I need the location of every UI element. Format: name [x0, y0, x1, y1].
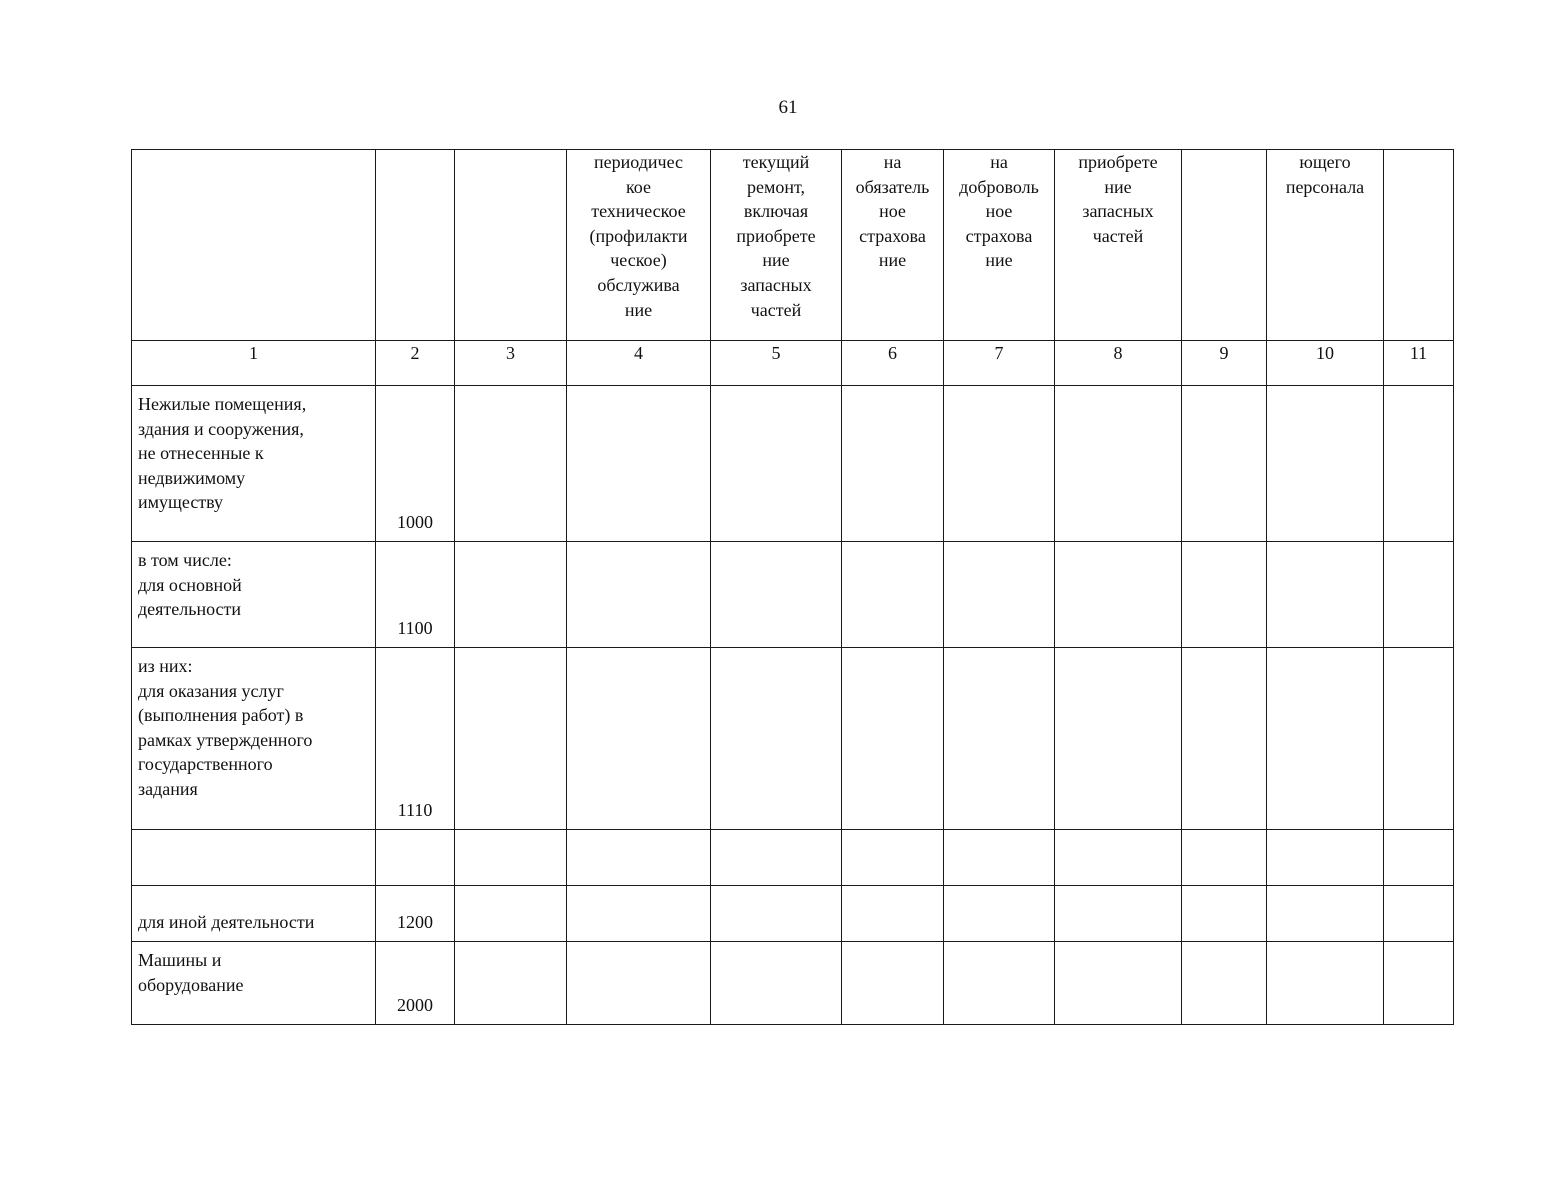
table-cell	[455, 830, 567, 886]
table-cell	[1267, 542, 1384, 648]
header-cell-5: текущий ремонт, включая приобрете ние запасных частей	[711, 150, 842, 341]
table-row	[132, 886, 1454, 942]
row-code: 1000	[376, 386, 455, 542]
table-cell	[1182, 830, 1267, 886]
header-cell-10: ющего персонала	[1267, 150, 1384, 341]
row-label: Нежилые помещения, здания и сооружения, не отнесенные к недвижимому имуществу	[132, 386, 376, 542]
table-cell	[1055, 648, 1182, 830]
table-cell	[1384, 648, 1454, 830]
row-code	[376, 830, 455, 886]
column-number: 6	[842, 341, 944, 386]
row-label: в том числе: для основной деятельности	[132, 542, 376, 648]
table-cell	[567, 830, 711, 886]
table-cell	[1384, 830, 1454, 886]
table-cell	[1055, 830, 1182, 886]
table-cell	[842, 386, 944, 542]
table-cell	[1182, 942, 1267, 1025]
page-number: 61	[778, 97, 798, 118]
table-cell	[711, 830, 842, 886]
table-row	[132, 542, 1454, 648]
table-cell	[944, 386, 1055, 542]
column-number: 11	[1384, 341, 1454, 386]
row-code: 1200	[376, 886, 455, 942]
header-cell-8: приобрете ние запасных частей	[1055, 150, 1182, 341]
table-cell	[1267, 386, 1384, 542]
header-cell-3	[455, 150, 567, 341]
table-cell	[1267, 830, 1384, 886]
table-cell	[567, 386, 711, 542]
table-cell	[567, 648, 711, 830]
header-cell-9	[1182, 150, 1267, 341]
column-number: 10	[1267, 341, 1384, 386]
column-number: 7	[944, 341, 1055, 386]
header-cell-1	[132, 150, 376, 341]
column-number: 1	[132, 341, 376, 386]
header-cell-7: на доброволь ное страхова ние	[944, 150, 1055, 341]
table-cell	[944, 886, 1055, 942]
table-cell	[842, 830, 944, 886]
row-label: для иной деятельности	[132, 886, 376, 942]
table-cell	[1384, 942, 1454, 1025]
table-cell	[1384, 886, 1454, 942]
column-number: 3	[455, 341, 567, 386]
table-cell	[1384, 386, 1454, 542]
table-cell	[711, 648, 842, 830]
table-cell	[567, 542, 711, 648]
header-cell-11	[1384, 150, 1454, 341]
column-number: 2	[376, 341, 455, 386]
row-label: из них: для оказания услуг (выполнения работ) в рамках утвержденного государственного задания	[132, 648, 376, 830]
column-number: 9	[1182, 341, 1267, 386]
header-cell-2	[376, 150, 455, 341]
header-cell-6: на обязатель ное страхова ние	[842, 150, 944, 341]
table-row	[132, 648, 1454, 830]
table-cell	[711, 886, 842, 942]
row-label: Машины и оборудование	[132, 942, 376, 1025]
table-cell	[1267, 886, 1384, 942]
table-cell	[455, 386, 567, 542]
table-cell	[455, 648, 567, 830]
header-cell-4: периодичес кое техническое (профилакти ческое) обслужива ние	[567, 150, 711, 341]
table-cell	[944, 542, 1055, 648]
table-row	[132, 386, 1454, 542]
table-cell	[1182, 542, 1267, 648]
table-cell	[842, 648, 944, 830]
table-cell	[1182, 648, 1267, 830]
table-cell	[1055, 542, 1182, 648]
column-number-row	[132, 341, 1454, 386]
table-cell	[842, 942, 944, 1025]
column-number: 4	[567, 341, 711, 386]
row-code: 1100	[376, 542, 455, 648]
table-cell	[944, 942, 1055, 1025]
table-cell	[842, 542, 944, 648]
table-cell	[1055, 886, 1182, 942]
table-cell	[455, 542, 567, 648]
table-cell	[711, 542, 842, 648]
table-cell	[1267, 942, 1384, 1025]
table-cell	[1055, 942, 1182, 1025]
data-table	[131, 149, 1454, 1025]
table-cell	[1267, 648, 1384, 830]
table-cell	[1384, 542, 1454, 648]
column-number: 5	[711, 341, 842, 386]
table-cell	[567, 942, 711, 1025]
row-code: 1110	[376, 648, 455, 830]
table-cell	[1182, 886, 1267, 942]
table-cell	[842, 886, 944, 942]
row-label	[132, 830, 376, 886]
table-cell	[1055, 386, 1182, 542]
table-cell	[711, 386, 842, 542]
table-row	[132, 830, 1454, 886]
column-number: 8	[1055, 341, 1182, 386]
table-cell	[711, 942, 842, 1025]
table-cell	[455, 942, 567, 1025]
row-code: 2000	[376, 942, 455, 1025]
table-cell	[567, 886, 711, 942]
table-cell	[944, 830, 1055, 886]
table-cell	[944, 648, 1055, 830]
table-cell	[455, 886, 567, 942]
header-row	[132, 150, 1454, 341]
table-row	[132, 942, 1454, 1025]
table-cell	[1182, 386, 1267, 542]
